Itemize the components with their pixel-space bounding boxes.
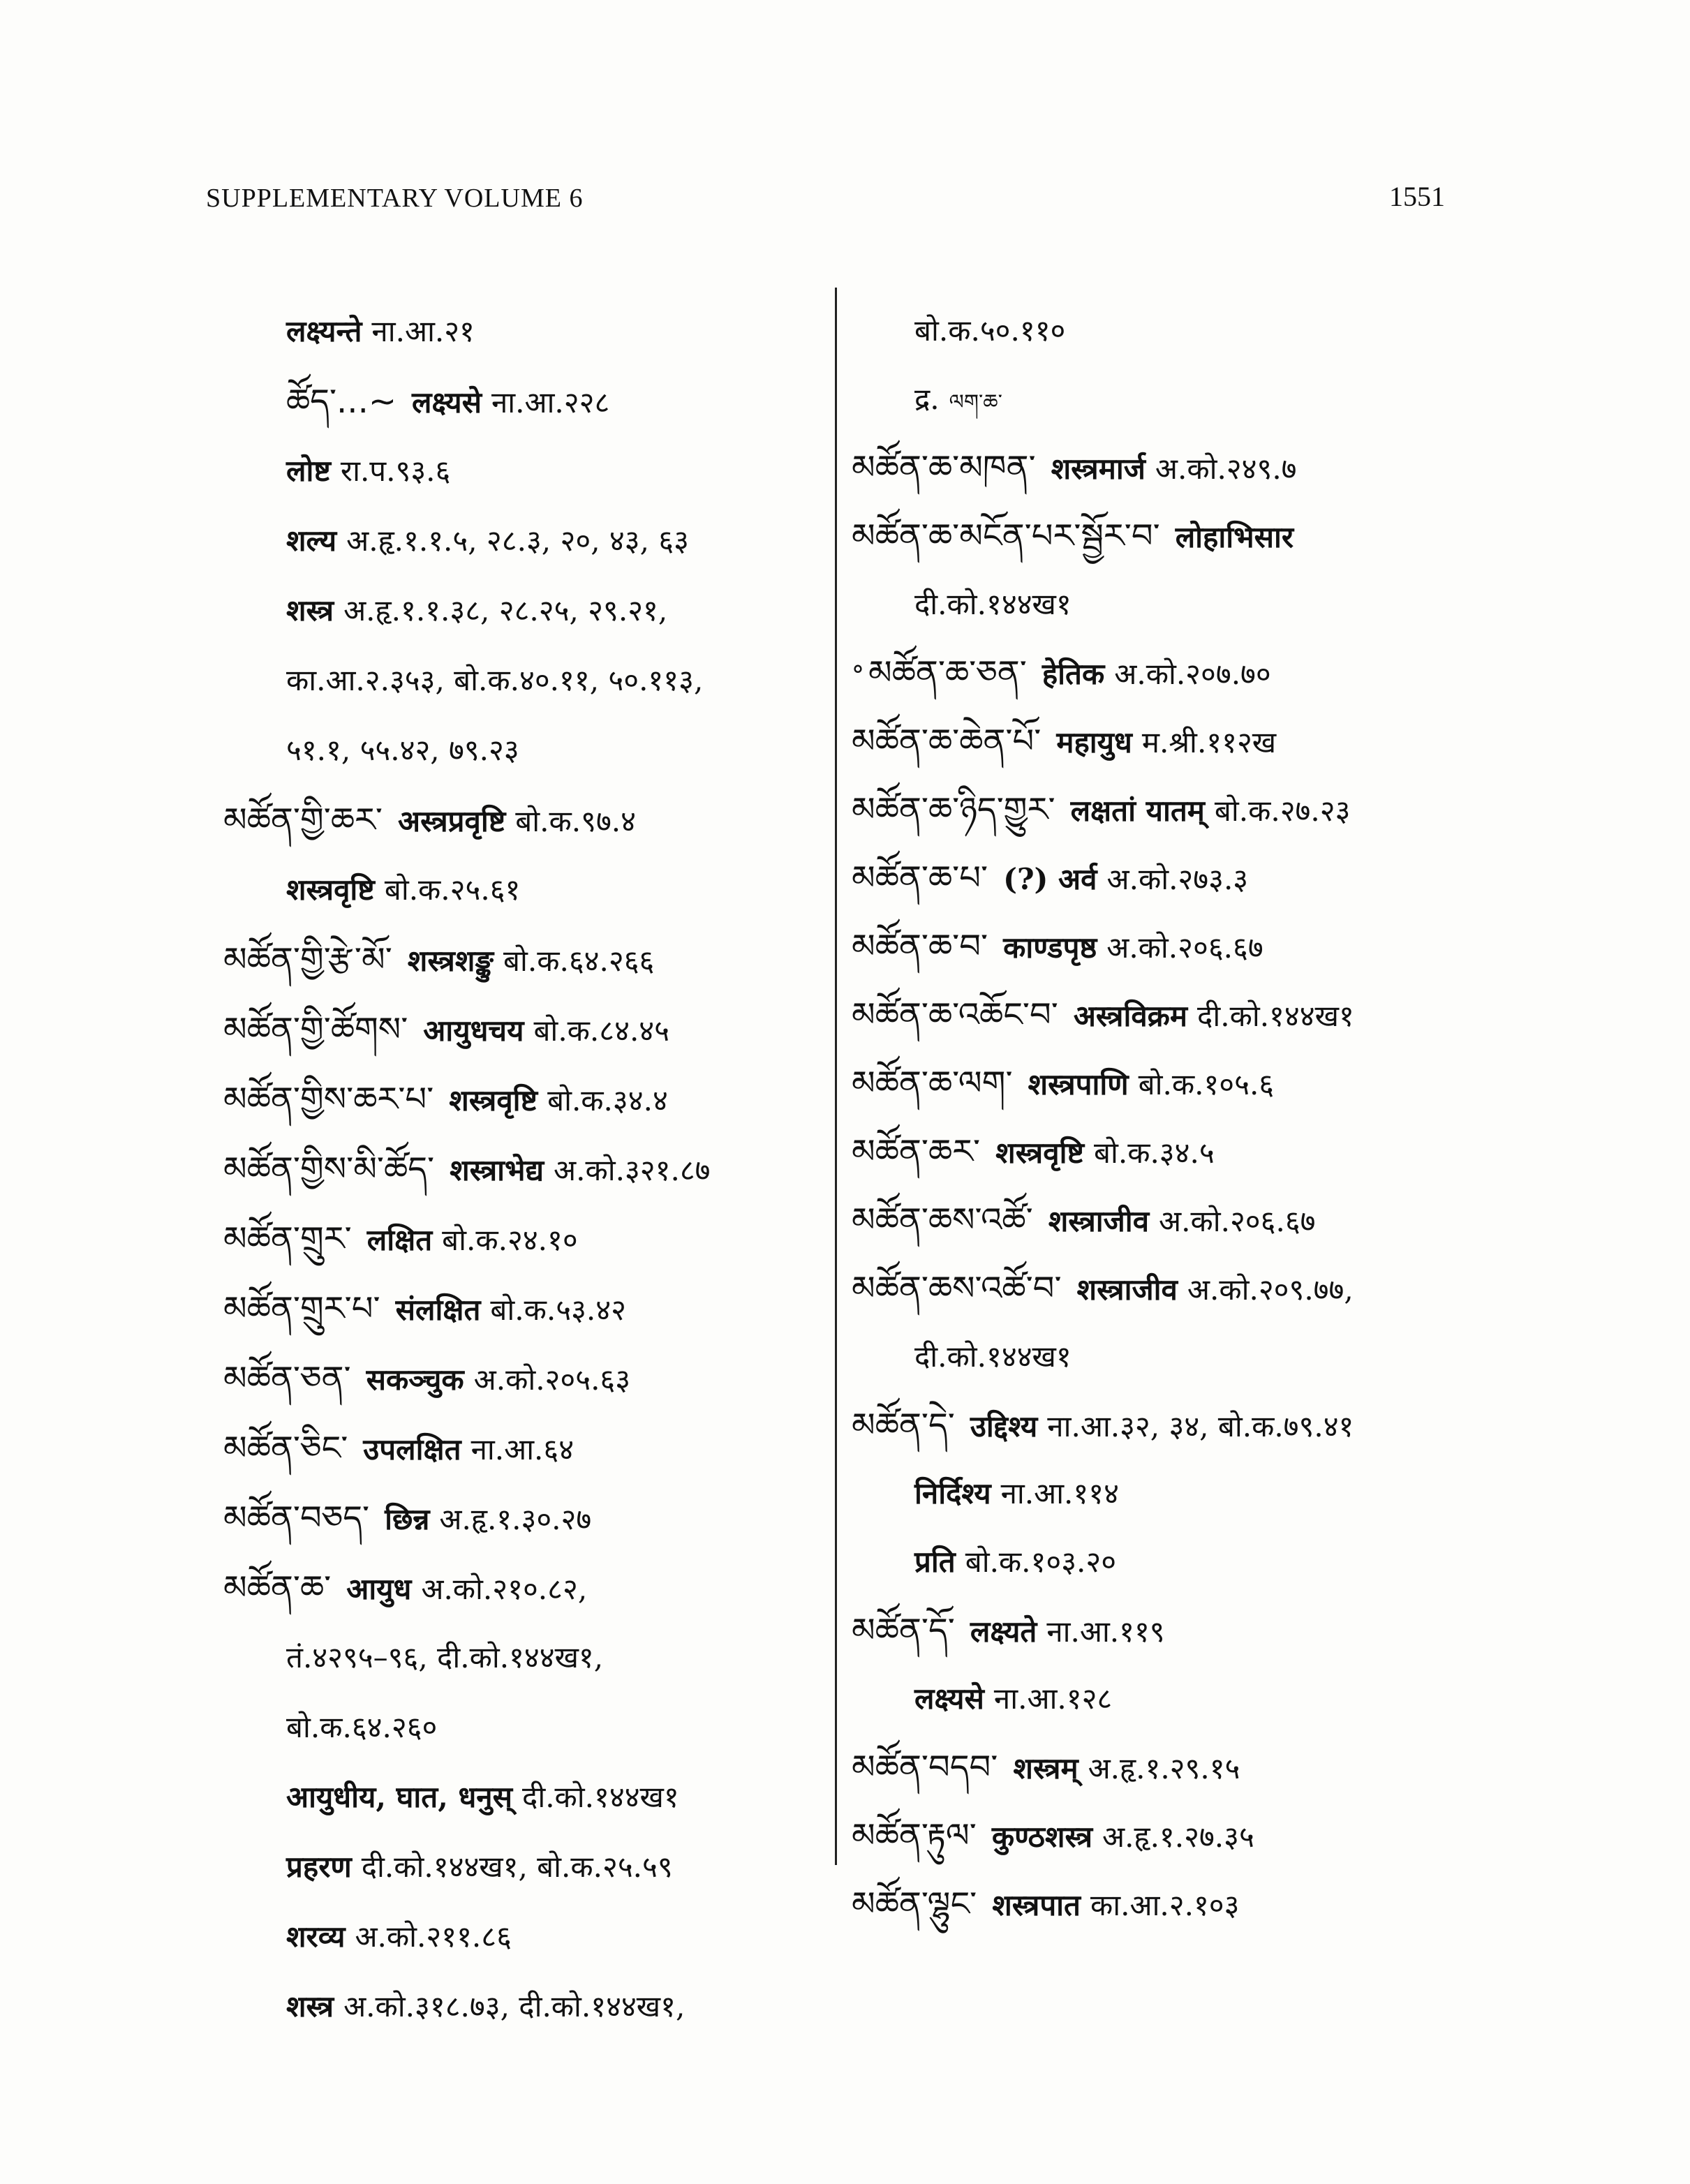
source-reference: अ.को.२७३.३ — [1106, 862, 1249, 896]
source-reference: बो.क.६४.२६० — [286, 1710, 438, 1744]
sanskrit-equivalent: आयुधचय — [423, 1013, 524, 1048]
source-reference: अ.हृ.१.१.३८, २८.२५, २९.२१, — [343, 593, 668, 627]
sanskrit-equivalent: प्रहरण — [286, 1850, 352, 1884]
source-reference: दी.को.१४४ख१ — [522, 1780, 679, 1814]
dictionary-line — [852, 844, 1466, 912]
sanskrit-equivalent: शस्त्राभेद्य — [450, 1153, 544, 1187]
sanskrit-equivalent: (?) अर्व — [1003, 862, 1097, 896]
source-reference: तं.४२९५–९६, दी.को.१४४ख१, — [286, 1640, 604, 1674]
sanskrit-equivalent: शस्त्र — [286, 593, 334, 627]
dictionary-line — [223, 1553, 817, 1623]
sanskrit-equivalent: शस्त्रवृष्टि — [286, 872, 375, 907]
dictionary-line — [852, 707, 1466, 775]
dictionary-line — [223, 297, 817, 366]
dictionary-line — [223, 1623, 817, 1693]
source-reference: बो.क.९७.४ — [515, 804, 636, 838]
tibetan-headword: མཚོན་བཅད་ — [223, 1499, 370, 1538]
source-reference: दी.को.१४४ख१ — [1197, 999, 1354, 1033]
dictionary-line — [852, 775, 1466, 844]
sanskrit-equivalent: छिन्न — [385, 1502, 430, 1536]
source-reference: बो.क.८४.४५ — [533, 1013, 669, 1048]
source-reference: रा.प.९३.६ — [340, 454, 451, 488]
tibetan-headword: མཚོན་གྱི་ཚོགས་ — [223, 1010, 408, 1049]
tibetan-headword: མཚོན་ཆས་འཚོ་ — [852, 1201, 1033, 1240]
source-reference: अ.को.२०९.७७, — [1187, 1272, 1354, 1307]
source-reference: ना.आ.२१ — [371, 314, 475, 348]
sanskrit-equivalent: लोहाभिसार — [1175, 520, 1294, 554]
source-reference: ना.आ.३२, ३४, बो.क.७९.४१ — [1047, 1409, 1354, 1443]
sanskrit-equivalent: निर्दिश्य — [914, 1476, 991, 1510]
source-reference: द्र. — [914, 382, 940, 416]
source-reference: बो.क.३४.५ — [1093, 1136, 1215, 1170]
source-reference: ना.आ.१२८ — [993, 1681, 1113, 1716]
left-column — [223, 297, 817, 2042]
dictionary-line — [852, 502, 1466, 570]
dictionary-line — [223, 995, 817, 1064]
sanskrit-equivalent: लक्ष्यते — [970, 1614, 1037, 1649]
dictionary-line — [852, 570, 1466, 639]
sanskrit-equivalent: महायुध — [1056, 725, 1132, 759]
source-reference: अ.को.२०७.७० — [1114, 657, 1271, 691]
tibetan-headword: མཚོན་ཅན་ — [223, 1359, 351, 1398]
source-reference: दी.को.१४४ख१, बो.क.२५.५९ — [361, 1850, 673, 1884]
dictionary-line — [223, 1902, 817, 1972]
dictionary-line — [852, 1049, 1466, 1117]
dictionary-line — [852, 297, 1466, 365]
dictionary-line — [852, 1802, 1466, 1870]
tibetan-headword: མཚོན་རྟུལ་ — [852, 1816, 977, 1855]
tibetan-headword: མཚོན་ཆ་ཅན་ — [868, 653, 1027, 692]
tibetan-headword: མཚོན་ཆ་པ་ — [852, 859, 988, 898]
right-column — [852, 297, 1466, 1938]
dictionary-line — [223, 1344, 817, 1413]
tibetan-headword: མཚོན་བདབ་ — [852, 1748, 998, 1787]
source-reference: बो.क.१०३.२० — [965, 1545, 1117, 1579]
tibetan-headword: ཚོད་...~ — [286, 382, 397, 421]
source-reference: ना.आ.२२८ — [491, 385, 610, 419]
tibetan-headword: མཚོན་གྲུར་ — [223, 1219, 352, 1258]
dictionary-line — [223, 1064, 817, 1134]
tibetan-headword: མཚོན་ཆ་ལག་ — [852, 1064, 1013, 1103]
sanskrit-equivalent: सकञ्चुक — [366, 1362, 464, 1397]
page-number: 1551 — [1389, 181, 1445, 212]
tibetan-headword: མཚོན་ཆ་ — [223, 1568, 332, 1607]
source-reference: अ.हृ.१.२९.१५ — [1088, 1751, 1240, 1785]
source-reference: बो.क.३४.४ — [547, 1083, 668, 1117]
dictionary-line — [852, 1391, 1466, 1459]
source-reference: ना.आ.६४ — [470, 1432, 575, 1466]
dictionary-line — [223, 646, 817, 715]
sanskrit-equivalent: आयुधीय, घात, धनुस् — [286, 1780, 513, 1814]
source-reference: अ.को.२११.८६ — [355, 1919, 512, 1954]
dictionary-line — [223, 1972, 817, 2042]
dictionary-line — [852, 1870, 1466, 1938]
sanskrit-equivalent: उद्दिश्य — [970, 1409, 1038, 1443]
source-reference: अ.को.२०६.६७ — [1106, 930, 1263, 965]
dictionary-line — [223, 1413, 817, 1483]
column-divider — [835, 288, 837, 1865]
dictionary-line — [852, 639, 1466, 707]
sanskrit-equivalent: लक्ष्यन्ते — [286, 314, 362, 348]
sanskrit-equivalent: शस्त्रमार्ज — [1051, 452, 1146, 486]
sanskrit-equivalent: लक्षतां यातम् — [1070, 794, 1205, 828]
source-reference: बो.क.१०५.६ — [1138, 1067, 1275, 1101]
source-reference: बो.क.२४.१० — [442, 1223, 578, 1257]
tibetan-headword: མཚོན་ཆ་འཆོང་བ་ — [852, 995, 1058, 1034]
sanskrit-equivalent: उपलक्षित — [363, 1432, 461, 1466]
dictionary-line — [852, 365, 1466, 433]
tibetan-headword: མཚོན་དེ་ — [852, 1406, 955, 1445]
dictionary-line — [852, 981, 1466, 1049]
sanskrit-equivalent: संलक्षित — [395, 1293, 481, 1327]
dictionary-line — [852, 1528, 1466, 1596]
tibetan-headword: མཚོན་ཆ་ཉིད་གྱུར་ — [852, 790, 1055, 829]
tibetan-headword: མཚོན་གྲུར་པ་ — [223, 1289, 380, 1328]
source-reference: अ.को.३२१.८७ — [554, 1153, 711, 1187]
source-reference: ना.आ.११९ — [1046, 1614, 1165, 1649]
dictionary-line — [852, 1254, 1466, 1323]
dictionary-line — [223, 925, 817, 995]
sanskrit-equivalent: लोष्ट — [286, 454, 331, 488]
source-reference: ना.आ.११४ — [1000, 1476, 1119, 1510]
source-reference: बो.क.५३.४२ — [490, 1293, 626, 1327]
tibetan-headword: མཚོན་ཆ་མཁན་ — [852, 448, 1036, 487]
dictionary-line — [223, 1274, 817, 1344]
sanskrit-equivalent: लक्षित — [366, 1223, 433, 1257]
dictionary-line — [223, 1483, 817, 1553]
dictionary-line — [852, 1733, 1466, 1802]
dictionary-line — [852, 1459, 1466, 1528]
tibetan-headword: མཚོན་ཆར་ — [852, 1132, 981, 1171]
sanskrit-equivalent: प्रति — [914, 1545, 956, 1579]
dictionary-line — [223, 1832, 817, 1902]
source-reference: अ.को.२०५.६३ — [473, 1362, 631, 1397]
tibetan-headword: མཚོན་གྱི་རྩེ་མོ་ — [223, 940, 392, 979]
tibetan-headword: མཚོན་གྱི་ཆར་ — [223, 801, 383, 840]
sanskrit-equivalent: शस्त्रवृष्टि — [995, 1136, 1084, 1170]
dictionary-line — [223, 785, 817, 855]
sanskrit-equivalent: शस्त्रम् — [1013, 1751, 1079, 1785]
sanskrit-equivalent: शस्त्रपात — [992, 1888, 1081, 1922]
sanskrit-equivalent: शस्त्रशङ्कु — [407, 944, 494, 978]
sanskrit-equivalent: शस्त्र — [286, 1989, 334, 2023]
dictionary-line — [223, 1762, 817, 1832]
sanskrit-equivalent: अस्त्रप्रवृष्टि — [398, 804, 506, 838]
source-reference: अ.को.२१०.८२, — [421, 1572, 588, 1606]
tibetan-headword: མཚོན་དོ་ — [852, 1611, 955, 1650]
sanskrit-equivalent: अस्त्रविक्रम — [1073, 999, 1188, 1033]
sanskrit-equivalent: लक्ष्यसे — [914, 1681, 984, 1716]
source-reference: का.आ.२.१०३ — [1090, 1888, 1240, 1922]
sanskrit-equivalent: हेतिक — [1042, 657, 1105, 691]
dictionary-line — [852, 1665, 1466, 1733]
dictionary-line — [852, 912, 1466, 981]
sanskrit-equivalent: काण्डपृष्ठ — [1003, 930, 1097, 965]
tibetan-headword: མཚོན་ཅིང་ — [223, 1429, 348, 1468]
dictionary-line — [852, 1323, 1466, 1391]
dictionary-line — [223, 576, 817, 646]
sanskrit-equivalent: शस्त्राजीव — [1076, 1272, 1178, 1307]
dictionary-line — [852, 1117, 1466, 1186]
dictionary-line — [852, 433, 1466, 502]
tibetan-headword: མཚོན་ཆ་བ་ — [852, 927, 988, 966]
dictionary-line — [223, 715, 817, 785]
dictionary-line — [852, 1596, 1466, 1665]
sanskrit-equivalent: लक्ष्यसे — [412, 385, 482, 419]
dictionary-line — [223, 436, 817, 506]
dictionary-line — [223, 506, 817, 576]
tibetan-headword: མཚོན་ཆས་འཚོ་བ་ — [852, 1269, 1062, 1308]
tibetan-headword: མཚོན་ཆ་མངོན་པར་སྦྱོར་བ་ — [852, 517, 1160, 556]
dictionary-line — [223, 1693, 817, 1762]
tibetan-headword: མཚོན་ལྷུང་ — [852, 1885, 977, 1924]
cross-reference-term: ལག་ཆ་ — [949, 390, 1002, 415]
sanskrit-equivalent: शरव्य — [286, 1919, 346, 1954]
source-reference: बो.क.२५.६१ — [384, 872, 521, 907]
sanskrit-equivalent: आयुध — [346, 1572, 412, 1606]
entry-mark: ° — [852, 662, 864, 690]
source-reference: अ.हृ.१.३०.२७ — [439, 1502, 592, 1536]
dictionary-line — [852, 1186, 1466, 1254]
source-reference: का.आ.२.३५३, बो.क.४०.११, ५०.११३, — [286, 663, 704, 697]
sanskrit-equivalent: शस्त्रवृष्टि — [449, 1083, 538, 1117]
dictionary-line — [223, 1204, 817, 1274]
source-reference: बो.क.५०.११० — [914, 313, 1066, 348]
sanskrit-equivalent: कुण्ठशस्त्र — [991, 1820, 1093, 1854]
sanskrit-equivalent: शल्य — [286, 523, 337, 558]
running-header: SUPPLEMENTARY VOLUME 6 — [206, 184, 584, 213]
source-reference: बो.क.६४.२६६ — [503, 944, 655, 978]
source-reference: दी.को.१४४ख१ — [914, 1339, 1072, 1374]
tibetan-headword: མཚོན་གྱིས་ཆར་པ་ — [223, 1080, 434, 1119]
tibetan-headword: མཚོན་གྱིས་མི་ཚོད་ — [223, 1150, 435, 1189]
source-reference: अ.को.२०६.६७ — [1159, 1204, 1316, 1238]
source-reference: दी.को.१४४ख१ — [914, 587, 1072, 621]
dictionary-line — [223, 366, 817, 436]
sanskrit-equivalent: शस्त्राजीव — [1048, 1204, 1150, 1238]
sanskrit-equivalent: शस्त्रपाणि — [1028, 1067, 1129, 1101]
source-reference: म.श्री.११२ख — [1141, 725, 1277, 759]
source-reference: ५१.१, ५५.४२, ७९.२३ — [286, 733, 519, 767]
source-reference: बो.क.२७.२३ — [1214, 794, 1351, 828]
source-reference: अ.को.३१८.७३, दी.को.१४४ख१, — [343, 1989, 685, 2023]
dictionary-line — [223, 1134, 817, 1204]
tibetan-headword: མཚོན་ཆ་ཆེན་པོ་ — [852, 722, 1042, 761]
source-reference: अ.हृ.१.२७.३५ — [1102, 1820, 1254, 1854]
dictionary-line — [223, 855, 817, 925]
source-reference: अ.हृ.१.१.५, २८.३, २०, ४३, ६३ — [346, 523, 689, 558]
source-reference: अ.को.२४९.७ — [1155, 452, 1297, 486]
